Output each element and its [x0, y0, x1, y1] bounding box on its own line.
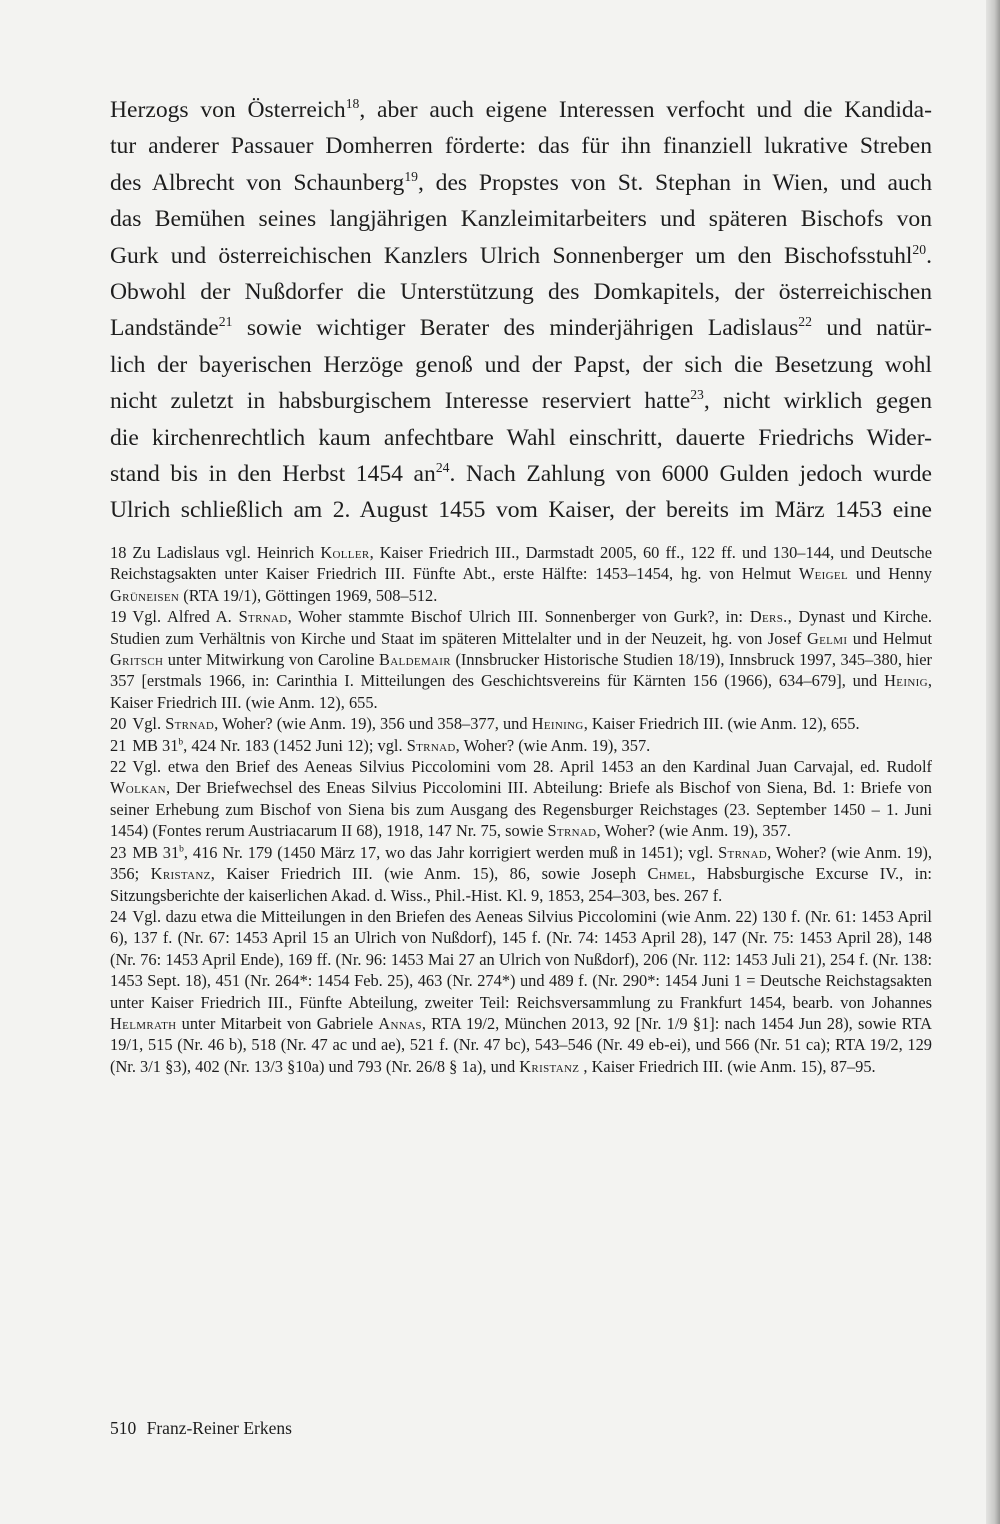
footnote: [110, 756, 932, 842]
text-run: , Woher stammte Bischof Ulrich III. Sonnenberger von Gurk?, in:: [287, 607, 750, 627]
page-edge-shadow: [986, 0, 1000, 1524]
footnote-number: 22: [110, 757, 127, 777]
running-head-author: Franz-Reiner Erkens: [146, 1418, 292, 1438]
text-run: , des Propstes von St. Stephan in Wien, und auch: [417, 169, 932, 196]
footnote-number: 18: [110, 543, 127, 562]
author-name: Helmrath: [110, 1013, 177, 1033]
text-run: , Der Briefwechsel des Eneas Silvius Piccolomini III. Abteilung: Briefe als Bischof von Siena, Bd. 1: Briefe von seiner Erhebung zum Bischof von Siena bis zum Ausgang des Regensburger Reichstages (23. September 1450 – 1. Juni 1454) (Fontes rerum Austriacarum II 68), 1918, 147 Nr. 75, sowie: [110, 778, 932, 841]
footnote-ref: 21: [218, 314, 233, 330]
text-run: Landstände: [110, 315, 219, 342]
text-run: , Kaiser Friedrich III. (wie Anm. 12), 655.: [583, 714, 860, 734]
text-run: Zu Ladislaus vgl. Heinrich: [132, 543, 321, 562]
text-run: tur anderer Passauer Domherren förderte: das für ihn finanziell lukrative Streben: [110, 133, 932, 160]
text-run: , nicht wirklich gegen: [703, 388, 932, 415]
text-run: MB 31: [132, 842, 180, 862]
author-name: Annas: [378, 1013, 422, 1033]
body-line: [110, 92, 932, 128]
author-name: Chmel: [647, 864, 692, 884]
text-run: , Woher? (wie Anm. 19), 357.: [596, 821, 792, 841]
author-name: Heinig: [884, 671, 928, 691]
author-name: Grüneisen: [110, 585, 180, 605]
text-run: und Henny: [848, 564, 933, 584]
text-run: Vgl.: [132, 714, 166, 734]
body-line: [110, 310, 932, 346]
author-name: Kristanz: [150, 864, 211, 884]
text-run: , Woher? (wie Anm. 19), 357.: [455, 735, 651, 755]
author-name: Koller: [320, 543, 370, 562]
footnote: [110, 735, 932, 756]
text-run: nicht zuletzt in habsburgischem Interesse reserviert hatte: [110, 388, 691, 415]
text-run: , RTA 19/2, München 2013, 92 [Nr. 1/9 §1]: nach 1454 Jun 28), sowie RTA 19/1, 515 (Nr. 46 b), 518 (Nr. 47 ac und ae), 521 f. (Nr. 47 bc), 543–546 (Nr. 49 eb-ei), und 566 (Nr. 51 ca); RTA 19/2, 129 (Nr. 3/1 §3), 402 (Nr. 13/3 §10a) und 793 (Nr. 26/8 § 1a), und: [110, 1013, 932, 1076]
text-run: , 424 Nr. 183 (1452 Juni 12); vgl.: [183, 735, 407, 755]
footnote-number: 24: [110, 906, 127, 926]
author-name: Strnad: [547, 821, 597, 841]
text-run: Vgl. etwa den Brief des Aeneas Silvius Piccolomini vom 28. April 1453 an den Kardinal Juan Carvajal, ed. Rudolf: [132, 757, 932, 777]
body-line: [110, 456, 932, 492]
text-run: , Woher? (wie Anm. 19), 356 und 358–377, und: [214, 714, 532, 734]
text-run: sowie wichtiger Berater des minderjährigen Ladislaus: [232, 315, 799, 342]
author-name: Kristanz: [519, 1056, 580, 1076]
text-run: Gurk und österreichischen Kanzlers Ulrich Sonnenberger um den Bischofsstuhl: [110, 242, 913, 269]
author-name: Strnad: [238, 607, 288, 627]
body-line: [110, 492, 932, 528]
footnote-number: 20: [110, 714, 127, 734]
footnote-ref: 19: [404, 168, 418, 184]
author-name: Gelmi: [806, 628, 848, 648]
footnote: [110, 842, 932, 906]
text-run: die kirchenrechtlich kaum anfechtbare Wahl einschritt, dauerte Friedrichs Wider-: [110, 424, 932, 451]
footnote-ref: 18: [345, 96, 360, 112]
author-name: Weigel: [798, 564, 849, 584]
text-run: unter Mitarbeit von Gabriele: [176, 1013, 379, 1033]
footnotes: [110, 542, 932, 1077]
text-run: .: [926, 242, 932, 269]
text-run: . Nach Zahlung von 6000 Gulden jedoch wurde: [449, 461, 932, 488]
text-run: (Innsbrucker Historische Studien 18/19), Innsbruck 1997, 345–380, hier 357 [erstmals 1966, in: Carinthia I. Mitteilungen des Geschichtsvereins für Kärnten 156 (1966), 634–679], und: [110, 650, 932, 691]
text-run: , 416 Nr. 179 (1450 März 17, wo das Jahr korrigiert werden muß in 1451); vgl.: [183, 842, 719, 862]
text-run: , Woher? (wie Anm. 19), 356;: [110, 842, 932, 884]
text-run: des Albrecht von Schaunberg: [110, 169, 405, 196]
text-run: Vgl. Alfred A.: [132, 607, 239, 627]
body-line: [110, 165, 932, 201]
text-run: Ulrich schließlich am 2. August 1455 vom Kaiser, der bereits im März 1453 eine: [110, 497, 932, 524]
footnote: [110, 906, 932, 1077]
text-run: Herzogs von Österreich: [110, 97, 346, 123]
text-run: , aber auch eigene Interessen verfocht und die Kandida-: [359, 97, 932, 123]
text-run: stand bis in den Herbst 1454 an: [110, 461, 436, 488]
body-line: [110, 238, 932, 274]
body-text: [110, 92, 932, 529]
text-run: (RTA 19/1), Göttingen 1969, 508–512.: [179, 585, 438, 605]
footnote-ref: b: [179, 844, 184, 855]
footnote: [110, 542, 932, 606]
footnote-number: 23: [110, 842, 127, 862]
author-name: Gritsch: [110, 650, 164, 670]
text-run: , Kaiser Friedrich III. (wie Anm. 15), 87–95.: [579, 1056, 876, 1076]
text-run: und natür-: [811, 315, 932, 342]
body-line: [110, 420, 932, 456]
text-run: , Habsburgische Excurse IV., in: Sitzungsberichte der kaiserlichen Akad. d. Wiss., Phil.-Hist. Kl. 9, 1853, 254–303, bes. 267 f.: [110, 864, 932, 905]
body-line: [110, 128, 932, 164]
author-name: Wolkan: [110, 778, 166, 798]
text-run: unter Mitwirkung von Caroline: [163, 650, 379, 670]
body-line: [110, 383, 932, 419]
text-run: , Kaiser Friedrich III., Darmstadt 2005, 60 ff., 122 ff. und 130–144, und Deutsche Reichstagsakten unter Kaiser Friedrich III. Fünfte Abt., erste Hälfte: 1453–1454, hg. von Helmut: [110, 543, 932, 584]
footnote-ref: 22: [798, 314, 812, 330]
text-run: , Kaiser Friedrich III. (wie Anm. 15), 86, sowie Joseph: [210, 864, 648, 884]
footnote: [110, 713, 932, 734]
text-run: Vgl. dazu etwa die Mitteilungen in den Briefen des Aeneas Silvius Piccolomini (wie Anm. 22) 130 f. (Nr. 61: 1453 April 6), 137 f. (Nr. 67: 1453 April 15 an Ulrich von Nußdorf), 145 f. (Nr. 74: 1453 April 28), 147 (Nr. 75: 1453 April 28), 148 (Nr. 76: 1453 April Ende), 169 ff. (Nr. 96: 1453 Mai 27 an Ulrich von Nußdorf), 206 (Nr. 112: 1453 Juli 21), 254 f. (Nr. 138: 1453 Sept. 18), 451 (Nr. 264*: 1454 Feb. 25), 463 (Nr. 274*) und 489 f. (Nr. 290*: 1454 Juni 1 = Deutsche Reichstagsakten unter Kaiser Friedrich III., Fünfte Abteilung, zweiter Teil: Reichsversammlung zu Frankfurt 1454, bearb. von Johannes: [110, 906, 932, 1012]
body-line: [110, 201, 932, 237]
footnote-number: 21: [110, 735, 127, 755]
text-run: Obwohl der Nußdorfer die Unterstützung des Domkapitels, der österreichischen: [110, 279, 932, 306]
text-run: , Dynast und Kirche. Studien zum Verhältnis von Kirche und Staat im späteren Mittelalter und in der Neuzeit, hg. von Josef: [110, 607, 932, 648]
author-name: Baldemair: [378, 650, 451, 670]
page-footer: [110, 1418, 292, 1439]
author-name: Strnad: [718, 842, 768, 862]
text-run: das Bemühen seines langjährigen Kanzleimitarbeiters und späteren Bischofs von: [110, 206, 932, 233]
page-number: 510: [110, 1418, 137, 1438]
author-name: Heining: [531, 714, 584, 734]
footnote: [110, 606, 932, 713]
author-name: Ders.: [749, 607, 788, 627]
body-line: [110, 274, 932, 310]
author-name: Strnad: [165, 714, 215, 734]
text-run: MB 31: [132, 735, 179, 755]
footnote-ref: 20: [912, 241, 927, 257]
body-line: [110, 347, 932, 383]
text-run: , Kaiser Friedrich III. (wie Anm. 12), 655.: [110, 671, 932, 712]
author-name: Strnad: [406, 735, 456, 755]
footnote-ref: 24: [435, 460, 450, 476]
footnote-ref: 23: [690, 387, 704, 403]
text-run: lich der bayerischen Herzöge genoß und der Papst, der sich die Besetzung wohl: [110, 351, 932, 378]
footnote-number: 19: [110, 607, 127, 627]
text-run: und Helmut: [847, 628, 932, 648]
footnote-ref: b: [178, 737, 184, 748]
